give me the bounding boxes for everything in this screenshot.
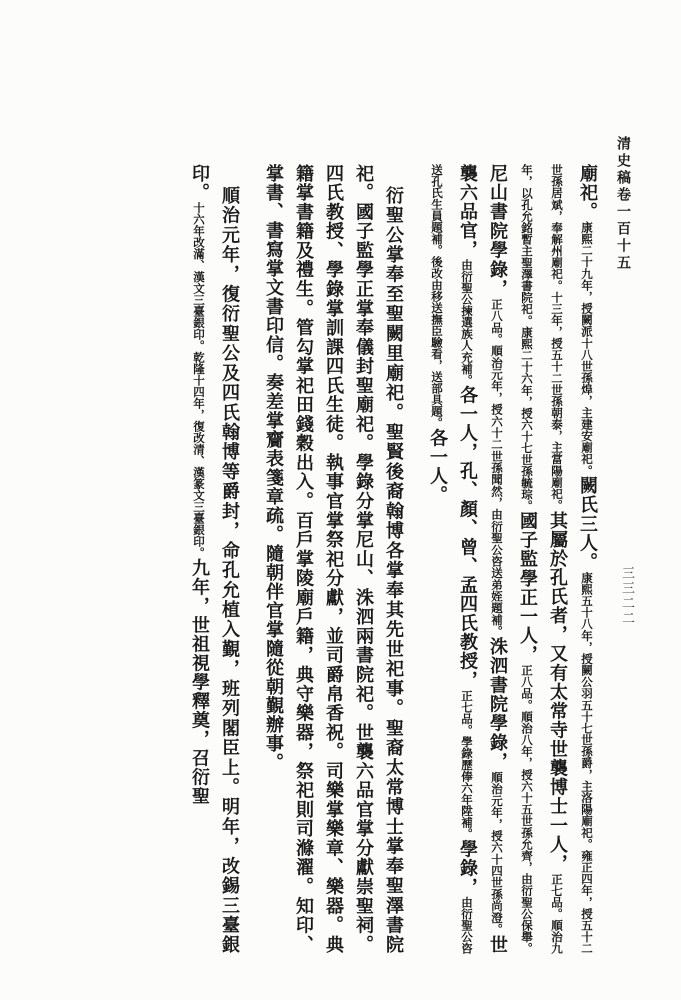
main-text: 國子監學正一人， xyxy=(517,511,538,665)
annotation-note: 由衍聖公咨送孔氏生員題補。後改由移送撫臣驗看，送部具題。 xyxy=(430,164,474,954)
main-text: 尼山書院學錄， xyxy=(487,164,508,299)
annotation-note: 康熙五十八年，授闕公羽五十七世孫爵，主洛陽廟祀。雍正四年，授五十二世孫居斌，奉解州廟祀。十三年，授五十二世孫朝泰，主當陽廟祀。 xyxy=(550,164,594,954)
main-text: 闕氏三人。 xyxy=(577,476,598,572)
paragraph xyxy=(184,164,244,954)
paragraph xyxy=(422,164,602,954)
main-text: 其屬於孔氏者，又有太常寺世襲博士一人， xyxy=(547,510,568,874)
annotation-note: 由衍聖公揀選族人充補。 xyxy=(460,259,474,386)
annotation-note: 康熙二十九年，授闕派十八世孫㷆，主建安廟祀。 xyxy=(580,221,594,477)
main-text: 衍聖公掌奉至聖闕里廟祀。聖賢後裔翰博各掌奉其先世祀事。聖裔太常博士掌奉聖澤書院祀。國子監學正掌奉儀封聖廟祀。學錄分掌尼山、洙泗兩書院祀。世襲六品官掌分獻崇聖祠。四氏教授、學錄掌訓課四氏生徒。執事官掌祭祀分獻，並司爵帛香祝。司樂掌樂章、樂器。典籍掌書籍及禮生。管勾掌祀田錢穀出入。百戶掌陵廟戶籍，典守樂器，祭祀則司滌濯。知印、掌書、書寫掌文書印信。奏差掌齎表箋章疏。隨朝伴官掌隨從朝覲辦事。 xyxy=(263,164,404,954)
page-number: 三三二二 xyxy=(619,566,634,626)
annotation-note: 正七品。學錄歷俸六年陞補。 xyxy=(460,689,474,840)
annotation-note: 正七品。順治九年，以孔允銘暫主聖澤書院祀。康熙二十六年，授六十七世孫毓琮。 xyxy=(520,164,564,954)
main-text: 洙泗書院學錄， xyxy=(487,637,508,772)
running-title: 清史稿卷一百十五 xyxy=(615,136,631,272)
body-text xyxy=(86,164,602,954)
paragraph xyxy=(258,164,408,954)
annotation-note: 正八品。順治八年，授六十五世孫允齊，由衍聖公保舉。 xyxy=(520,664,534,954)
main-text: 各一人，孔、顏、曾、孟四氏教授， xyxy=(457,385,478,690)
annotation-note: 十六年改滿、漢文三臺銀印。乾隆十四年，復改清、漢篆文三臺銀印。 xyxy=(192,202,206,559)
main-text: 九年，世祖視學釋奠，召衍聖 xyxy=(189,558,210,806)
main-text: 學錄， xyxy=(457,839,478,897)
main-text: 廟祀。 xyxy=(577,164,598,222)
main-text: 各一人。 xyxy=(427,428,448,505)
annotation-note: 順治元年，授六十四世孫尚澄。 xyxy=(490,771,504,936)
main-text: 世襲六品官， xyxy=(457,164,508,954)
main-text: 順治元年，復衍聖公及四氏翰博等爵封，命孔允植入覲，班列閣臣上。明年，改錫三臺銀印。 xyxy=(189,164,240,954)
annotation-note: 正八品。順治元年，授六十二世孫聞然，由衍聖公咨送弟姪題補。 xyxy=(490,298,504,638)
